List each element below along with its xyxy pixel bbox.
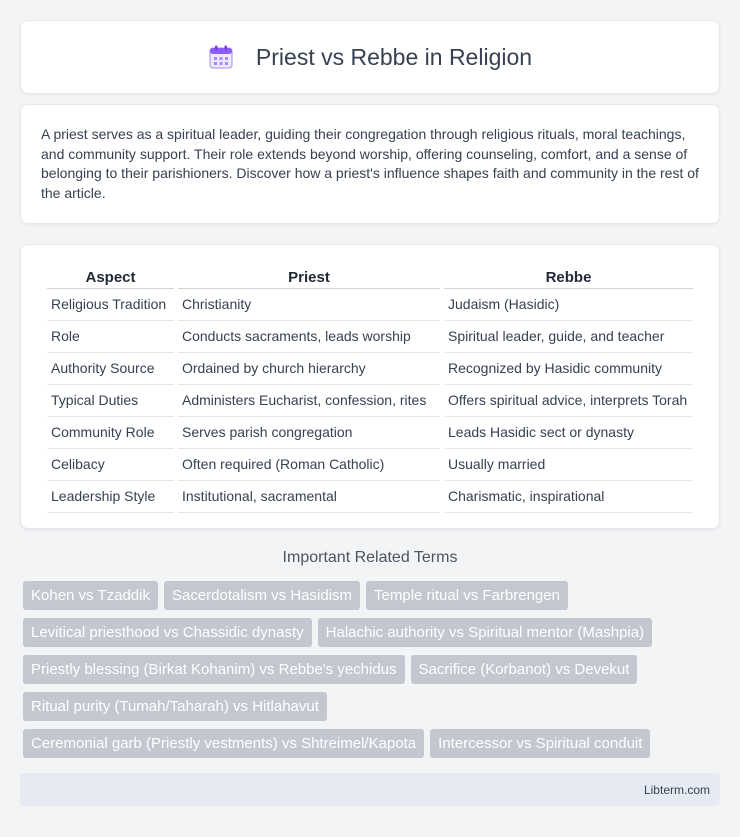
related-terms-title: Important Related Terms (282, 549, 458, 566)
tag-row (23, 692, 723, 721)
cell-priest: Ordained by church hierarchy (178, 353, 440, 385)
related-term-tag[interactable]: Kohen vs Tzaddik (23, 581, 158, 610)
column-header-rebbe: Rebbe (444, 267, 693, 289)
column-header-priest: Priest (178, 267, 440, 289)
tag-row (23, 618, 723, 647)
cell-priest: Conducts sacraments, leads worship (178, 321, 440, 353)
comparison-table (43, 267, 697, 513)
related-term-tag[interactable]: Halachic authority vs Spiritual mentor (Mashpia) (318, 618, 652, 647)
cell-priest: Administers Eucharist, confession, rites (178, 385, 440, 417)
table-row (47, 385, 693, 417)
tag-row (23, 729, 723, 758)
cell-aspect: Religious Tradition (47, 289, 174, 321)
cell-rebbe: Usually married (444, 449, 693, 481)
related-term-tag[interactable]: Ritual purity (Tumah/Taharah) vs Hitlahavut (23, 692, 327, 721)
cell-rebbe: Leads Hasidic sect or dynasty (444, 417, 693, 449)
footer-link[interactable]: Libterm.com (643, 782, 710, 797)
table-row (47, 417, 693, 449)
cell-priest: Christianity (178, 289, 440, 321)
cell-aspect: Celibacy (47, 449, 174, 481)
cell-aspect: Community Role (47, 417, 174, 449)
page-title: Priest vs Rebbe in Religion (255, 43, 533, 70)
cell-priest: Serves parish congregation (178, 417, 440, 449)
table-row (47, 353, 693, 385)
cell-priest: Institutional, sacramental (178, 481, 440, 513)
table-row (47, 289, 693, 321)
related-term-tag[interactable]: Sacerdotalism vs Hasidism (164, 581, 360, 610)
table-row (47, 481, 693, 513)
table-header-row (47, 267, 693, 289)
related-term-tag[interactable]: Intercessor vs Spiritual conduit (430, 729, 650, 758)
column-header-aspect: Aspect (47, 267, 174, 289)
related-term-tag[interactable]: Temple ritual vs Farbrengen (366, 581, 568, 610)
related-term-tag[interactable]: Levitical priesthood vs Chassidic dynasty (23, 618, 312, 647)
table-row (47, 449, 693, 481)
cell-rebbe: Judaism (Hasidic) (444, 289, 693, 321)
cell-priest: Often required (Roman Catholic) (178, 449, 440, 481)
cell-aspect: Role (47, 321, 174, 353)
cell-rebbe: Charismatic, inspirational (444, 481, 693, 513)
intro-text: A priest serves as a spiritual leader, guiding their congregation through religious rituals, moral teachings, and community support. Their role extends beyond worship, offering counseling, comfort, and a sense of belonging to their parishioners. Discover how a priest's influence shapes faith and community in the rest of the article. (41, 126, 699, 201)
cell-aspect: Authority Source (47, 353, 174, 385)
cell-rebbe: Offers spiritual advice, interprets Torah (444, 385, 693, 417)
header-card (20, 20, 720, 94)
tag-row (23, 581, 723, 610)
related-term-tag[interactable]: Sacrifice (Korbanot) vs Devekut (411, 655, 638, 684)
related-term-tag[interactable]: Priestly blessing (Birkat Kohanim) vs Rebbe's yechidus (23, 655, 405, 684)
cell-rebbe: Recognized by Hasidic community (444, 353, 693, 385)
cell-aspect: Typical Duties (47, 385, 174, 417)
calendar-icon (208, 44, 234, 70)
related-term-tag[interactable]: Ceremonial garb (Priestly vestments) vs Shtreimel/Kapota (23, 729, 424, 758)
intro-card (20, 104, 720, 224)
related-terms-list (23, 581, 723, 766)
cell-aspect: Leadership Style (47, 481, 174, 513)
comparison-table-card (20, 244, 720, 529)
footer (20, 773, 720, 806)
cell-rebbe: Spiritual leader, guide, and teacher (444, 321, 693, 353)
tag-row (23, 655, 723, 684)
table-row (47, 321, 693, 353)
